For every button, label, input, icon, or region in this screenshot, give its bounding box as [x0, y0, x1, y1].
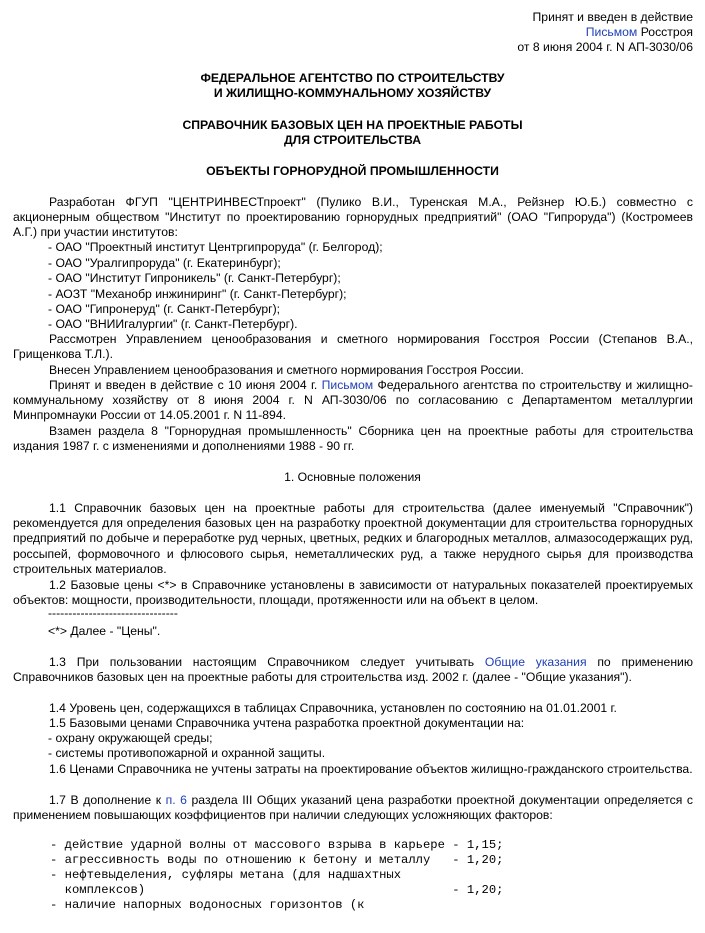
paragraph-1-3 [13, 655, 693, 685]
section-heading: 1. Основные положения [284, 470, 421, 484]
institute-item: - ОАО "Проектный институт Центргипроруда" (г. Белгород); [48, 240, 383, 254]
institute-item: - ОАО "Гипронеруд" (г. Санкт-Петербург); [48, 302, 281, 316]
introduced-paragraph: Внесен Управлением ценообразования и сметного нормирования Госстроя России. [49, 363, 524, 377]
document-title-line1: СПРАВОЧНИК БАЗОВЫХ ЦЕН НА ПРОЕКТНЫЕ РАБОТЫ [182, 118, 523, 132]
adopted-text-pre: Принят и введен в действие с 10 июня 2004 г. [49, 378, 322, 392]
paragraph-1-1: 1.1 Справочник базовых цен на проектные работы для строительства (далее именуемый "Справочник") рекомендуется для определения базовых цен на разработку проектной документации для строительства горнорудных предприятий по добыче и переработке руд черных, цветных, редких и благородных металлов, алмазосодержащих руд, россыпей, формовочного и флюсового сырья, неметаллических руд, а также нерудного сырья для производства строительных материалов. [13, 501, 693, 576]
paragraph-1-7-pre: 1.7 В дополнение к [49, 793, 166, 807]
institute-item: - АОЗТ "Механобр инжиниринг" (г. Санкт-Петербург); [48, 287, 347, 301]
agency-name-line2: И ЖИЛИЩНО-КОММУНАЛЬНОМУ ХОЗЯЙСТВУ [213, 86, 492, 100]
paragraph-1-3-post: по применению Справочников базовых цен на проектные работы для строительства изд. 2002 г. (далее - "Общие указания"). [13, 655, 693, 685]
factor-line: - действие ударной волны от массового взрыва в карьере - 1,15; [50, 838, 504, 852]
paragraph-1-6: 1.6 Ценами Справочника не учтены затраты на проектирование объектов жилищно-гражданского строительства. [49, 762, 693, 776]
adoption-note-line2 [586, 25, 693, 40]
paragraph-1-5: 1.5 Базовыми ценами Справочника учтена разработка проектной документации на: [49, 716, 525, 730]
clause-6-link[interactable]: п. 6 [165, 793, 187, 807]
institute-item: - ОАО "Институт Гипроникель" (г. Санкт-Петербург); [48, 271, 341, 285]
adoption-note-line3: от 8 июня 2004 г. N АП-3030/06 [517, 40, 693, 54]
replaces-paragraph: Взамен раздела 8 "Горнорудная промышленность" Сборника цен на проектные работы для строительства издания 1987 г. с изменениями и дополнениями 1988 - 90 гг. [13, 424, 693, 454]
factor-line: - агрессивность воды по отношению к бетону и металлу - 1,20; [50, 853, 504, 867]
list-item: - системы противопожарной и охранной защиты. [48, 746, 326, 760]
letter-link[interactable]: Письмом [585, 25, 638, 39]
adopted-paragraph [13, 378, 693, 424]
reviewed-paragraph: Рассмотрен Управлением ценообразования и сметного нормирования Госстроя России (Степанов В.А., Грищенкова Т.Л.). [13, 332, 693, 362]
adoption-note-line2-rest: Росстроя [637, 25, 693, 39]
developed-by-paragraph: Разработан ФГУП "ЦЕНТРИНВЕСТпроект" (Пулико В.И., Туренская М.А., Рейзнер Ю.Б.) совместно с акционерным обществом "Институт по проектированию горнорудных предприятий" (ОАО "Гипроруда") (Костромеев А.Г.) при участии институтов: [13, 195, 693, 240]
factor-line: - наличие напорных водоносных горизонтов (к [50, 898, 365, 912]
adopted-text-post: Федерального агентства по строительству и жилищно-коммунальному хозяйству от 8 июня 2004 г. N АП-3030/06 по согласованию с Департаментом металлургии Минпромнауки России от 14.05.2001 г. N 11-894. [13, 378, 693, 423]
factor-line: - нефтевыделения, суфляры метана (для надшахтных [50, 868, 402, 882]
general-instructions-link[interactable]: Общие указания [484, 655, 587, 669]
paragraph-1-4: 1.4 Уровень цен, содержащихся в таблицах Справочника, установлен по состоянию на 01.01.2001 г. [49, 701, 617, 715]
document-title-line2: ДЛЯ СТРОИТЕЛЬСТВА [283, 133, 422, 147]
footnote-separator: -------------------------------- [48, 606, 178, 620]
paragraph-1-7 [13, 793, 693, 823]
list-item: - охрану окружающей среды; [48, 731, 213, 745]
institute-item: - ОАО "Уралгипроруда" (г. Екатеринбург); [48, 256, 281, 270]
footnote: <*> Далее - "Цены". [48, 624, 161, 638]
document-subtitle: ОБЪЕКТЫ ГОРНОРУДНОЙ ПРОМЫШЛЕННОСТИ [206, 164, 499, 178]
adoption-note-line1: Принят и введен в действие [532, 10, 693, 24]
paragraph-1-7-post: раздела III Общих указаний цена разработки проектной документации определяется с применением повышающих коэффициентов при наличии следующих усложняющих факторов: [13, 793, 694, 823]
factor-line: комплексов) - 1,20; [50, 883, 504, 897]
institute-item: - ОАО "ВНИИгалургии" (г. Санкт-Петербург). [48, 317, 298, 331]
paragraph-1-3-pre: 1.3 При пользовании настоящим Справочником следует учитывать [49, 655, 485, 669]
letter-link[interactable]: Письмом [321, 378, 374, 392]
agency-name-line1: ФЕДЕРАЛЬНОЕ АГЕНТСТВО ПО СТРОИТЕЛЬСТВУ [200, 71, 505, 85]
paragraph-1-2: 1.2 Базовые цены <*> в Справочнике установлены в зависимости от натуральных показателей проектируемых объектов: мощности, производительности, площади, протяженности или на объект в целом. [13, 578, 693, 608]
